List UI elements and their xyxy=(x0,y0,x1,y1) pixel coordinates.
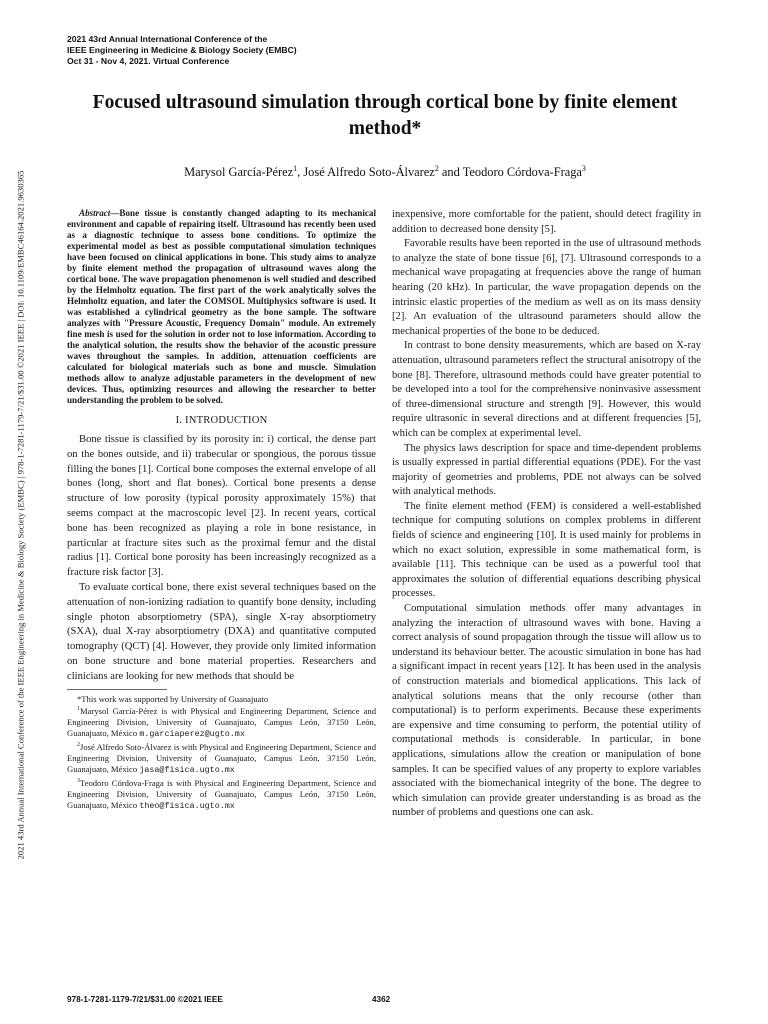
footnote xyxy=(67,776,376,812)
body-paragraph: Bone tissue is classified by its porosity in: i) cortical, the dense part on the bones outside, and ii) trabecular or spongious, the porous tissue filling the bones [1]. Cortical bone composes the external envelope of all bones (long, short and flat bones). Cortical bone presents a dense structure of low porosity (typical porosity approximately 15%) that seems compact at the macroscopic level [2]. In recent years, cortical bone has been recognized as playing a role in bone resistance, in particular at fracture sites such as the proximal femur and the distal radius [1]. Cortical bone porosity has been increasingly recognized as a fracture risk factor [3]. xyxy=(67,434,376,579)
side-doi-text: 2021 43rd Annual International Conference of the IEEE Engineering in Medicine & Biology Society (EMBC) | 978-1-7281-1179-7/21/$31.00 ©2021 IEEE | DOI: 10.1109/EMBC46164.2021.9630365 xyxy=(15,170,26,860)
body-paragraph: In contrast to bone density measurements, which are based on X-ray attenuation, ultrasound parameters reflect the structural anisotropy of the bone [8]. Therefore, ultrasound methods could have greater potential to be developed into a tool for the comprehensive noninvasive assessment of three-dimensional structure and strength [9]. However, this would require ultrasonic in several directions and at different frequencies [5], which can be complex at experimental level. xyxy=(392,340,701,439)
section-heading: I. INTRODUCTION xyxy=(175,415,268,426)
author-name: Marysol García-Pérez xyxy=(184,165,294,180)
footnote-text: José Alfredo Soto-Álvarez is with Physical and Engineering Department, Science and Engineering Division, University of Guanajuato, Campus León, 37150 León, Guanajuato, México xyxy=(67,742,376,775)
abstract-dash: — xyxy=(110,208,120,218)
side-doi-strip xyxy=(12,100,28,930)
footnote-mark: 3 xyxy=(77,778,80,785)
footnote-email: m.garciaperez@ugto.mx xyxy=(139,729,245,740)
page-number: 4362 xyxy=(372,995,391,1004)
left-column xyxy=(67,208,376,812)
footnote-text: Teodoro Córdova-Fraga is with Physical and Engineering Department, Science and Engineering Division, University of Guanajuato, Campus León, 37150 León, Guanajuato, México xyxy=(67,777,376,810)
abstract-text: Bone tissue is constantly changed adapting to its mechanical environment and capable of repairing itself. Ultrasound has recently been used as a diagnostic technique to assess bone conditions. To optimize the experimental model as best as possible computational simulation techniques have been focused on clinical applications in bone. This study aims to analyze by finite element method the propagation of ultrasound waves along the cortical bone. The wave propagation phenomenon is well studied and described by the Helmholtz equation. The first part of the work analytically solves the Helmholtz equation, and later the COMSOL Multiphysics software is used. It was established a cylindrical geometry as the bone sample. The software analyzes with "Pressure Acoustic, Frequency Domain" module. An extremely fine mesh is used for the solution in order not to lose information. According to the analytical solution, the results show the behavior of the acoustic pressure waves throughout the samples. In addition, attenuation coefficients are calculated for biological materials such as bone and muscle. Simulation methods allow to analyze adjustable parameters in the development of new devices. Thus, optimizing resources and allowing the researcher to better understanding the problem to be solved. xyxy=(67,208,376,405)
conference-line: 2021 43rd Annual International Conference of the xyxy=(67,34,268,44)
footnote-text: Marysol García-Pérez is with Physical and Engineering Department, Science and Engineering Division, University of Guanajuato, Campus León, 37150 León, Guanajuato, México xyxy=(67,706,376,739)
footnote xyxy=(67,704,376,740)
title-line: method* xyxy=(348,118,422,139)
abstract-label: Abstract xyxy=(79,208,111,218)
footnote-mark: 2 xyxy=(77,742,80,749)
author-separator: and xyxy=(438,165,463,180)
conference-line: IEEE Engineering in Medicine & Biology Society (EMBC) xyxy=(67,45,297,55)
footnote xyxy=(67,740,376,776)
body-paragraph: The finite element method (FEM) is considered a well-established technique for computing solutions on complex problems in different fields of science and engineering [10]. It is used mainly for problems in which no exact solution, expressible in some mathematical form, is available [11]. This technique can be used as a powerful tool that approximates the solution of differential equations describing physical processes. xyxy=(392,500,701,600)
title-line: Focused ultrasound simulation through cortical bone by finite element xyxy=(92,92,678,113)
author-mark: 2 xyxy=(434,164,439,173)
author-name: José Alfredo Soto-Álvarez xyxy=(303,165,435,180)
footnote-divider xyxy=(67,689,167,690)
footnote-email: theo@fisica.ugto.mx xyxy=(139,800,235,811)
footer-copyright: 978-1-7281-1179-7/21/$31.00 ©2021 IEEE xyxy=(67,995,223,1004)
conference-line: Oct 31 - Nov 4, 2021. Virtual Conference xyxy=(67,56,230,66)
author-mark: 1 xyxy=(293,164,298,173)
abstract xyxy=(67,208,376,406)
footnote-mark: 1 xyxy=(77,706,80,713)
author-mark: 3 xyxy=(581,164,586,173)
conference-header xyxy=(67,34,297,67)
body-paragraph: inexpensive, more comfortable for the patient, should detect fragility in addition to decreased bone density [5]. xyxy=(392,209,701,235)
body-paragraph: Favorable results have been reported in the use of ultrasound methods to analyze the state of bone tissue [6], [7]. Ultrasound corresponds to a mechanical wave propagating at frequencies above the range of human hearing (20 kHz). In particular, the wave propagation depends on the intrinsic elastic properties of the medium as well as on its mass density [2]. An evaluation of the ultrasound parameters should allow the mechanical properties of the bone to be deduced. xyxy=(392,238,701,337)
footnote-text: *This work was supported by University of Guanajuato xyxy=(77,693,269,704)
footnote-email: jasa@fisica.ugto.mx xyxy=(139,765,235,776)
author-line xyxy=(60,161,710,180)
right-column xyxy=(392,208,701,821)
body-paragraph: Computational simulation methods offer many advantages in analyzing the interaction of ultrasound waves with bone. Having a correct analysis of sound propagation through the tissue will allow us to understand its behaviour better. The acoustic simulation in bone has had a significant impact in recent years [12]. It has been used in the analysis of construction materials and biomedical applications. This lack of analytical solutions means that the only recourse (other than computational) is to perform experiments. Because these experiments are expensive and time consuming to perform, the potential utility of computational methods is considerable. In particular, in bone applications, simulations allow the creation or manipulation of bone samples. It can be specified values of any property to explore variables associated with the biomechanical integrity of the bone. The degree to which simulation can provide greater understanding is as broad as the number of problems and questions one can ask. xyxy=(392,603,701,819)
body-paragraph: To evaluate cortical bone, there exist several techniques based on the attenuation of non-ionizing radiation to quantify bone density, including single photon absorptiometry (SPA), single X-ray absorptiometry (SXA), dual X-ray absorptiometry (DXA) and quantitative computed tomography (QCT) [4]. However, they provide only limited information on bone structure and bone material properties. Researchers and clinicians are looking for new methods that should be xyxy=(67,581,376,682)
footnote xyxy=(67,692,376,705)
paper-title xyxy=(60,90,710,142)
body-paragraph: The physics laws description for space and time-dependent problems is usually expressed in partial differential equations (PDE). For the vast majority of geometries and problems, PDE not always can be solved with analytical methods. xyxy=(392,442,701,498)
author-separator: , xyxy=(297,165,304,180)
author-name: Teodoro Córdova-Fraga xyxy=(462,165,582,180)
